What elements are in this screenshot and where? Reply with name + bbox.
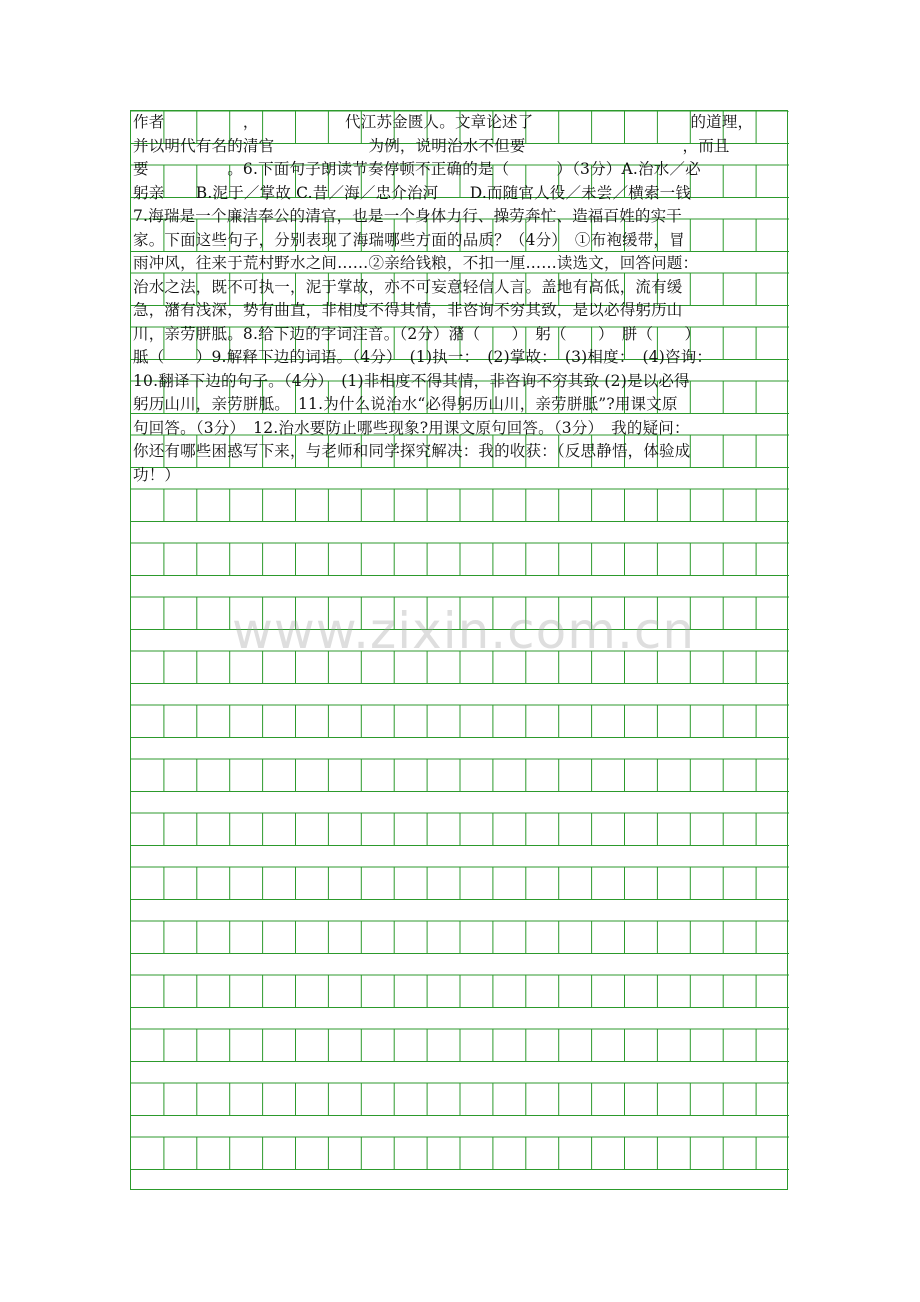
text-line: 治水之法，既不可执一，泥于掌故，亦不可妄意轻信人言。盖地有高低，流有缓 bbox=[133, 277, 683, 296]
text-line: 雨冲风，往来于荒村野水之间……②亲给钱粮，不扣一厘……读选文，回答问题： bbox=[133, 254, 699, 272]
text-line: 句回答。（3分） 12.治水要防止哪些现象?用课文原句回答。（3分） 我的疑问： bbox=[133, 418, 690, 437]
text-line: 作者 ， 代江苏金匮人。文章论述了 的道理， bbox=[133, 113, 754, 131]
answer-sheet bbox=[130, 110, 788, 1190]
text-line: 躬亲 B.泥于／掌故 C.昔／海／忠介治河 D.而随官人役／未尝／横索一钱 bbox=[133, 183, 692, 202]
text-line: 川，亲劳胼胝。8.给下边的字词注音。（2分）潴（ ） 躬（ ） 胼（ ） bbox=[133, 324, 701, 343]
text-line: 功！） bbox=[133, 465, 181, 484]
text-line: 家。下面这些句子，分别表现了海瑞哪些方面的品质？（4分） ①布袍缓带，冒 bbox=[133, 230, 685, 249]
text-line: 急，潴有浅深，势有曲直，非相度不得其情，非咨询不穷其致，是以必得躬历山 bbox=[133, 301, 683, 319]
watermark-text: www.zixin.com.cn bbox=[232, 602, 696, 660]
text-line: 躬历山川，亲劳胼胝。 11.为什么说治水“必得躬历山川，亲劳胼胝”?用课文原 bbox=[133, 395, 678, 413]
question-text bbox=[133, 111, 823, 487]
text-line: 并以明代有名的清官 为例，说明治水不但要 ，而且 bbox=[133, 136, 730, 155]
text-line: 你还有哪些困惑写下来，与老师和同学探究解决：我的收获：（反思静悟，体验成 bbox=[133, 442, 691, 460]
text-line: 7.海瑞是一个廉洁奉公的清官，也是一个身体力行、操劳奔忙、造福百姓的实干 bbox=[133, 207, 682, 225]
text-line: 胝（ ）9.解释下边的词语。（4分） (1)执一： (2)掌故： (3)相度： (4)咨询： bbox=[133, 348, 713, 366]
text-line: 要 。6.下面句子朗读节奏停顿不正确的是（ ）（3分）A.治水／必 bbox=[133, 160, 701, 178]
text-line: 10.翻译下边的句子。（4分） (1)非相度不得其情，非咨询不穷其致 (2)是以必得 bbox=[133, 371, 690, 390]
